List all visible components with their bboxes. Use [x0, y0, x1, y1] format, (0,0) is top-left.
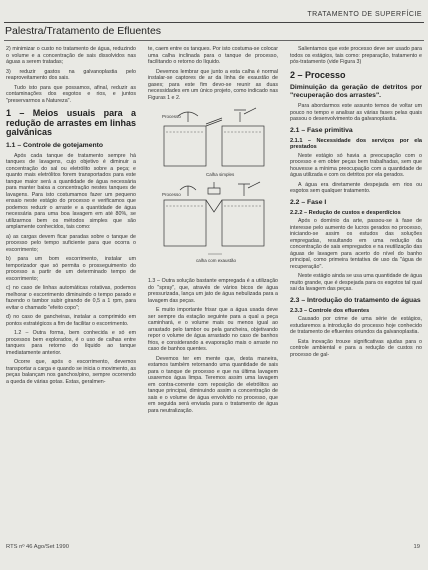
paragraph: Devemos lembrar que junto a esta calha é normal instalar-se captores de ar da linha de exaustão de gases; para este fim devo-se reunir as duas necessidades em um único projeto, como indicado nas Figuras 1 e 2.: [148, 68, 278, 101]
subsection-heading-2: Diminuição da geração de detritos por "recuperação dos arrastes".: [290, 84, 422, 99]
paragraph: Devemos ter em mente que, desta maneira, estamos também retornando uma quantidade de sais para o tanque de processo e que na última lavagem usaremos água limpa. Teremos assim uma lavagem em contra-corrente com reposição de eletrólitos ao tanque principal, diminuindo assim a concentração de sais e o volume de água envolvido no processo, que em seguida será enviada para o tratamento de água para neutralização.: [148, 355, 278, 414]
figure-label: Calha simples: [206, 172, 235, 177]
paragraph: Neste estágio ainda se usa uma quantidade de água muito grande, que é despejada para os esgotos tal qual sai da lavagem das peças.: [290, 273, 422, 292]
paragraph: b) para um bom escorrimento, instalar um temporizador que só permita o prosseguimento do processo a partir de um determinado tempo de escorrimento;: [6, 256, 136, 282]
column-1: [6, 46, 136, 388]
paragraph: Ocorre que, após o escorrimento, devemos transportar a carga e quando se inicia o movimento, as peças balançam nos ganchos/pino, sempre ocorrendo a queda de várias gotas. Estas, geralmen-: [6, 359, 136, 385]
column-2: [148, 46, 278, 417]
subsection-heading-2-1-1: 2.1.1 – Necessidade dos serviços por ela prestados: [290, 137, 422, 150]
paragraph: d) no caso de gancheiras, instalar a comprimido em pontos estratégicos a fim de facilitar o escorrimento.: [6, 314, 136, 327]
paragraph: te, caem entre os tanques. Por isto costuma-se colocar uma calha inclinada para o tanque de processo, facilitando o retorno do líquido.: [148, 46, 278, 65]
tank-diagram: [148, 104, 278, 274]
paragraph: Neste estágio só havia a preocupação com o processo e em obter peças bem trabalhadas, sem que houvesse a mínima preocupação com a quantidade de água utilizada e com os detritos por ela gerados.: [290, 152, 422, 178]
paragraph: Esta inovação trouxe significativas ajudas para o controle ambiental e para a redução de custos no processo de gal-: [290, 338, 422, 358]
subsection-heading-2-1: 2.1 – Fase primitiva: [290, 126, 353, 134]
paragraph: 2) minimizar o custo no tratamento de água, reduzindo o volume e a concentração de sais dissolvidos nas águas a serem tratadas;: [6, 46, 136, 65]
paragraph: Tudo isto para que possamos, afinal, reduzir as contaminações dos esgotos e rios, e juntos "preservarmos a Natureza".: [6, 84, 136, 104]
paragraph: Causado por crime de uma série de estágios, estudaremos a introdução do processo hoje conhecido de tratamento de efluentes oriundos da galvanoplastia.: [290, 316, 422, 335]
subsection-heading-2-3-3: 2.3.3 – Controle dos efluentes: [290, 307, 370, 314]
figure-tanks: [148, 104, 278, 274]
section-heading-1: 1 – Meios usuais para a redução de arrastes em linhas galvânicas: [6, 108, 136, 137]
paragraph: c) no caso de linhas automáticas rotativas, podemos melhorar o escorrimento diminuindo o tempo parado e fazendo o tambor subir girando de 0,5 a 1 rpm, para evitar o chamado "efeito copo";: [6, 285, 136, 311]
paragraph: Salientamos que este processo deve ser usado para todos os estágios, tais como: preparação, tratamento e pós-tratamento (vide Figura 3): [290, 46, 422, 65]
figure-label: calha com exaustão: [196, 258, 237, 263]
paragraph: 1.3 – Outra solução bastante empregada é a utilização do "spray", que, através de vários bicos de água pressurizada, lança um jato de água nebulizada para a lavagem das peças.: [148, 278, 278, 304]
figure-label: Processo: [162, 114, 181, 119]
section-heading-2: 2 – Processo: [290, 69, 346, 80]
subsection-heading-2-2: 2.2 – Fase I: [290, 198, 327, 206]
heading-rule: [4, 40, 424, 41]
column-3: [290, 46, 422, 361]
paragraph: Após cada tanque de tratamento sempre há tanques de lavagens, cujo objetivo é diminuir a concentração do sal ou eletrólito sobre a peça; e quanto mais eletrólitos forem transportados para este tanque maior será a quantidade de água necessária para manter baixa a concentração nestes tanques de lavagens. Para isto costumamos fazer um pequeno ensaio neste estágio do processo e verificamos que podemos reduzir o arraste e a quantidade de água necessária para uma boa lavagem em até 80%, se utilizarmos bem os métodos simples que são amplamente conhecidos, tais como:: [6, 152, 136, 230]
paragraph: Para abordarmos este assunto temos de voltar um pouco no tempo e analisar as várias fases pelas quais passou o desenvolvimento da galvanoplastia.: [290, 103, 422, 122]
page-number: 19: [413, 544, 420, 550]
top-rule: [4, 22, 424, 23]
subsection-heading-2-3: 2.3 – Introdução do tratamento de águas: [290, 296, 421, 304]
footer-issue: RTS nº 46 Ago/Set 1990: [6, 544, 69, 550]
paragraph: 1.2 – Outra forma, bem conhecida e só em processos bem explorados, é o uso de calhas entre tanques para retorno do líquido ao tanque imediatamente anterior.: [6, 330, 136, 356]
paragraph: E muito importante frisar que a água usada deve ser sempre da estação seguinte para a qual a peça caminhará, e o volume mais ou menos igual ao arrastado pelo tambor ou pela gancheira, objetivando repor o volume de água arrastado no caso de banhos frios, e considerando a evaporação mais o arraste no caso de banhos quentes.: [148, 307, 278, 352]
paragraph: 3) reduzir gastos na galvanoplastia pelo reaproveitamento dos sais.: [6, 68, 136, 81]
figure-label: Processo: [162, 192, 181, 197]
paragraph: a) as cargas devem ficar paradas sobre o tanque de processo pelo tempo suficiente para que ocorra o escorrimento;: [6, 233, 136, 253]
page-heading: Palestra/Tratamento de Efluentes: [5, 25, 162, 37]
subsection-heading-1-1: 1.1 – Controle de gotejamento: [6, 141, 104, 149]
subsection-heading-2-2-2: 2.2.2 – Redução de custos e desperdícios: [290, 209, 401, 216]
paragraph: A água era diretamente despejada em rios ou esgotos sem qualquer tratamento.: [290, 181, 422, 194]
paragraph: Após o domínio da arte, passou-se à fase de interesse pelo aumento de lucros gerados no processo, iniciando-se assim os estudos das soluções empregadas, resultando em uma redução da concentração de sais empregados e na reutilização das águas de lavagem para acerto do nível do banho principal, como primeira tentativa de uso da "água de recuperação".: [290, 218, 422, 270]
section-label: TRATAMENTO DE SUPERFÍCIE: [250, 8, 422, 23]
